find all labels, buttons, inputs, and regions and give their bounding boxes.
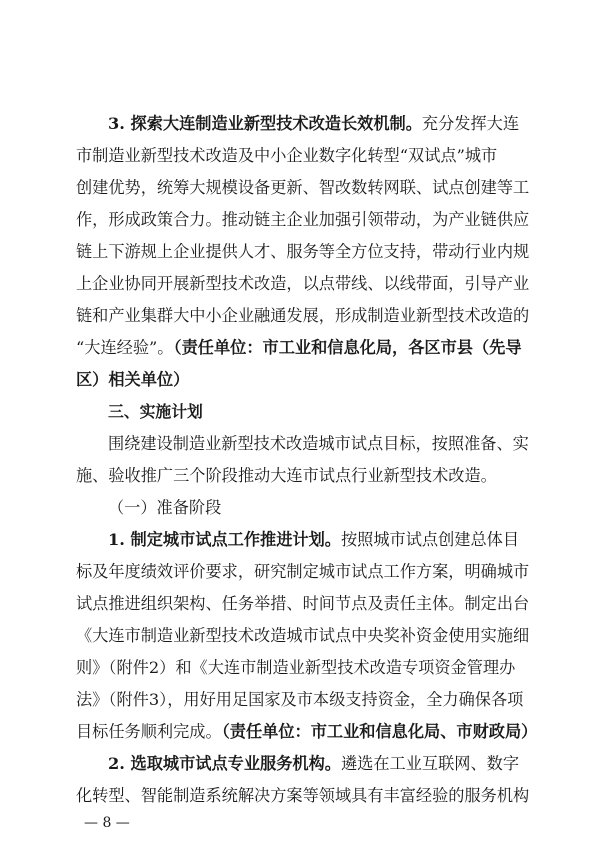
p3-line-1-text: 充分发挥大连 [421,114,520,133]
item1-line-5: 则》（附件2）和《大连市制造业新型技术改造专项资金管理办 [76,658,516,677]
p3-heading: 3. 探索大连制造业新型技术改造长效机制。 [108,114,422,133]
item1-line-3: 试点推进组织架构、任务举措、时间节点及责任主体。制定出台 [76,594,530,613]
item1-line-7 [76,722,537,742]
item2-line-2: 化转型、智能制造系统解决方案等领域具有丰富经验的服务机构 [76,786,530,805]
p3-line-8 [76,338,522,358]
item1-line-4: 《大连市制造业新型技术改造城市试点中央奖补资金使用实施细 [76,626,530,645]
p3-line-7: 链和产业集群大中小企业融通发展，形成制造业新型技术改造的 [76,306,530,325]
item2-line-1-text: 遴选在工业互联网、数字 [340,754,520,773]
section-heading-implementation-plan: 三、实施计划 [108,402,203,421]
item1-heading: 1. 制定城市试点工作推进计划。 [108,530,341,549]
page-number: — 8 — [84,815,130,831]
subsection-heading-preparation: （一）准备阶段 [108,498,222,517]
p3-line-2: 市制造业新型技术改造及中小企业数字化转型“双试点”城市 [76,146,498,165]
item2-heading: 2. 选取城市试点专业服务机构。 [108,754,341,773]
p3-line-4: 作，形成政策合力。推动链主企业加强引领带动，为产业链供应 [76,210,530,229]
p3-line-3: 创建优势，统筹大规模设备更新、智改数转网联、试点创建等工 [76,178,530,197]
item1-line-7-text: 目标任务顺利完成。 [76,722,222,741]
item1-line-2: 标及年度绩效评价要求，研究制定城市试点工作方案，明确城市 [76,562,530,581]
intro-line-1: 围绕建设制造业新型技术改造城市试点目标，按照准备、实 [108,434,529,453]
item1-line-1 [108,530,519,550]
item1-line-6: 法》（附件3），用好用足国家及市本级支持资金，全力确保各项 [76,690,524,709]
item2-line-1 [108,754,519,774]
item1-line-1-text: 按照城市试点创建总体目 [340,530,520,549]
intro-line-2: 施、验收推广三个阶段推动大连市试点行业新型技术改造。 [76,466,497,485]
p3-responsible-units: （责任单位：市工业和信息化局，各区市县（先导 [173,338,522,357]
item1-responsible-units: （责任单位：市工业和信息化局、市财政局） [221,722,538,741]
p3-line-5: 链上下游规上企业提供人才、服务等全方位支持，带动行业内规 [76,242,530,261]
p3-line-6: 上企业协同开展新型技术改造，以点带线、以线带面，引导产业 [76,274,530,293]
p3-line-1 [108,114,519,134]
p3-line-9: 区）相关单位） [76,370,190,389]
p3-line-8-text: “大连经验”。 [76,338,174,357]
